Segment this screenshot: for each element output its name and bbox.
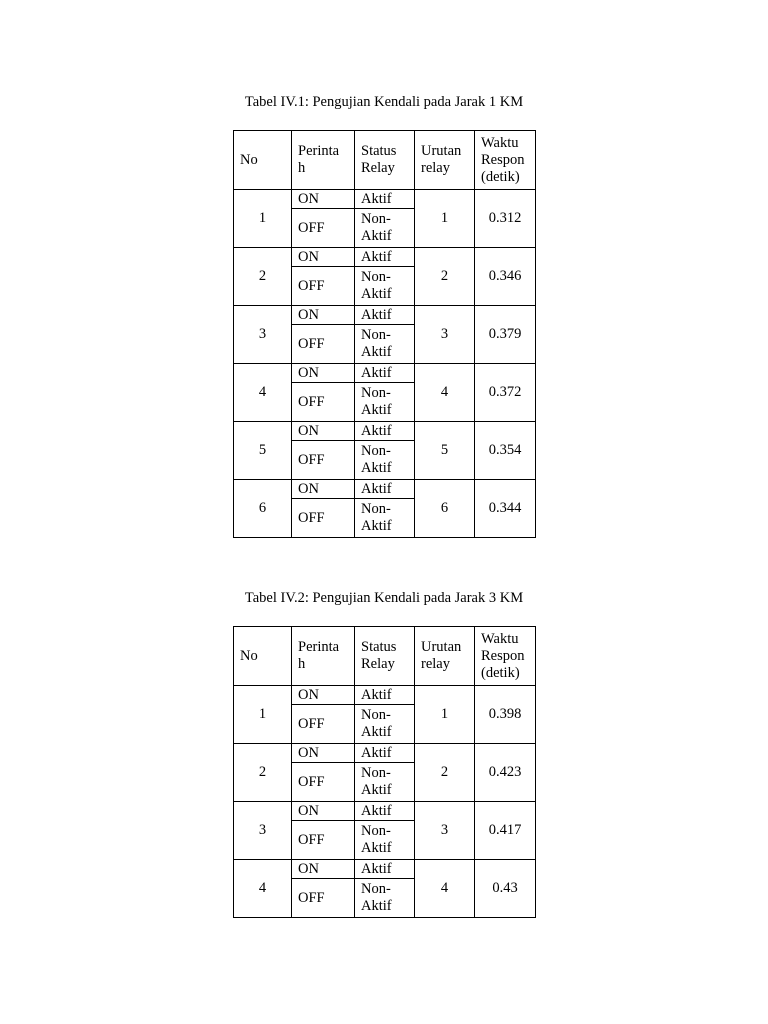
cell-perintah-off: OFF <box>292 763 355 802</box>
cell-no: 6 <box>234 480 292 538</box>
cell-status-aktif: Aktif <box>355 480 415 499</box>
cell-perintah-on: ON <box>292 744 355 763</box>
header-status-relay: Status Relay <box>355 131 415 190</box>
cell-no: 3 <box>234 306 292 364</box>
cell-perintah-off: OFF <box>292 499 355 538</box>
cell-no: 4 <box>234 860 292 918</box>
cell-urutan-relay: 2 <box>415 744 475 802</box>
cell-status-aktif: Aktif <box>355 860 415 879</box>
header-perintah: Perinta h <box>292 627 355 686</box>
header-no: No <box>234 627 292 686</box>
cell-status-non-aktif: Non- Aktif <box>355 763 415 802</box>
table-caption: Tabel IV.2: Pengujian Kendali pada Jarak 3 KM <box>244 590 524 606</box>
table-row <box>234 744 536 763</box>
cell-status-non-aktif: Non- Aktif <box>355 879 415 918</box>
cell-status-non-aktif: Non- Aktif <box>355 705 415 744</box>
cell-perintah-off: OFF <box>292 705 355 744</box>
cell-waktu-respon: 0.372 <box>475 364 536 422</box>
header-waktu-respon: Waktu Respon (detik) <box>475 627 536 686</box>
header-urutan-relay: Urutan relay <box>415 131 475 190</box>
table-row <box>234 480 536 499</box>
cell-perintah-off: OFF <box>292 209 355 248</box>
cell-waktu-respon: 0.43 <box>475 860 536 918</box>
cell-no: 3 <box>234 802 292 860</box>
cell-perintah-off: OFF <box>292 879 355 918</box>
cell-urutan-relay: 3 <box>415 802 475 860</box>
cell-perintah-off: OFF <box>292 383 355 422</box>
cell-urutan-relay: 1 <box>415 686 475 744</box>
cell-perintah-on: ON <box>292 802 355 821</box>
table-row <box>234 686 536 705</box>
table-row <box>234 860 536 879</box>
cell-perintah-off: OFF <box>292 821 355 860</box>
cell-urutan-relay: 1 <box>415 190 475 248</box>
cell-status-aktif: Aktif <box>355 422 415 441</box>
cell-urutan-relay: 4 <box>415 860 475 918</box>
results-table-1km <box>233 130 536 538</box>
table-row <box>234 364 536 383</box>
cell-no: 5 <box>234 422 292 480</box>
table-row <box>234 248 536 267</box>
table-row <box>234 422 536 441</box>
cell-status-aktif: Aktif <box>355 686 415 705</box>
cell-perintah-on: ON <box>292 860 355 879</box>
cell-status-non-aktif: Non- Aktif <box>355 441 415 480</box>
table-row <box>234 190 536 209</box>
cell-status-aktif: Aktif <box>355 744 415 763</box>
cell-perintah-on: ON <box>292 686 355 705</box>
cell-urutan-relay: 4 <box>415 364 475 422</box>
cell-perintah-on: ON <box>292 190 355 209</box>
cell-no: 2 <box>234 248 292 306</box>
cell-waktu-respon: 0.379 <box>475 306 536 364</box>
cell-urutan-relay: 6 <box>415 480 475 538</box>
cell-waktu-respon: 0.346 <box>475 248 536 306</box>
cell-urutan-relay: 5 <box>415 422 475 480</box>
cell-no: 1 <box>234 190 292 248</box>
cell-no: 4 <box>234 364 292 422</box>
cell-waktu-respon: 0.344 <box>475 480 536 538</box>
header-waktu-respon: Waktu Respon (detik) <box>475 131 536 190</box>
cell-urutan-relay: 2 <box>415 248 475 306</box>
cell-perintah-off: OFF <box>292 325 355 364</box>
table-header-row <box>234 131 536 190</box>
cell-perintah-on: ON <box>292 422 355 441</box>
table-caption: Tabel IV.1: Pengujian Kendali pada Jarak 1 KM <box>244 94 524 110</box>
cell-no: 2 <box>234 744 292 802</box>
cell-urutan-relay: 3 <box>415 306 475 364</box>
cell-status-aktif: Aktif <box>355 802 415 821</box>
cell-no: 1 <box>234 686 292 744</box>
header-urutan-relay: Urutan relay <box>415 627 475 686</box>
cell-status-aktif: Aktif <box>355 248 415 267</box>
cell-waktu-respon: 0.423 <box>475 744 536 802</box>
results-table-3km <box>233 626 536 918</box>
cell-waktu-respon: 0.354 <box>475 422 536 480</box>
cell-status-non-aktif: Non- Aktif <box>355 383 415 422</box>
table-row <box>234 306 536 325</box>
cell-status-non-aktif: Non- Aktif <box>355 267 415 306</box>
cell-perintah-on: ON <box>292 480 355 499</box>
cell-perintah-on: ON <box>292 364 355 383</box>
cell-status-aktif: Aktif <box>355 306 415 325</box>
cell-waktu-respon: 0.312 <box>475 190 536 248</box>
table-header-row <box>234 627 536 686</box>
cell-waktu-respon: 0.398 <box>475 686 536 744</box>
cell-perintah-off: OFF <box>292 267 355 306</box>
header-no: No <box>234 131 292 190</box>
cell-waktu-respon: 0.417 <box>475 802 536 860</box>
table-row <box>234 802 536 821</box>
cell-status-aktif: Aktif <box>355 364 415 383</box>
cell-status-non-aktif: Non- Aktif <box>355 209 415 248</box>
cell-status-aktif: Aktif <box>355 190 415 209</box>
cell-perintah-off: OFF <box>292 441 355 480</box>
cell-perintah-on: ON <box>292 248 355 267</box>
cell-perintah-on: ON <box>292 306 355 325</box>
cell-status-non-aktif: Non- Aktif <box>355 325 415 364</box>
header-status-relay: Status Relay <box>355 627 415 686</box>
cell-status-non-aktif: Non- Aktif <box>355 821 415 860</box>
header-perintah: Perinta h <box>292 131 355 190</box>
cell-status-non-aktif: Non- Aktif <box>355 499 415 538</box>
